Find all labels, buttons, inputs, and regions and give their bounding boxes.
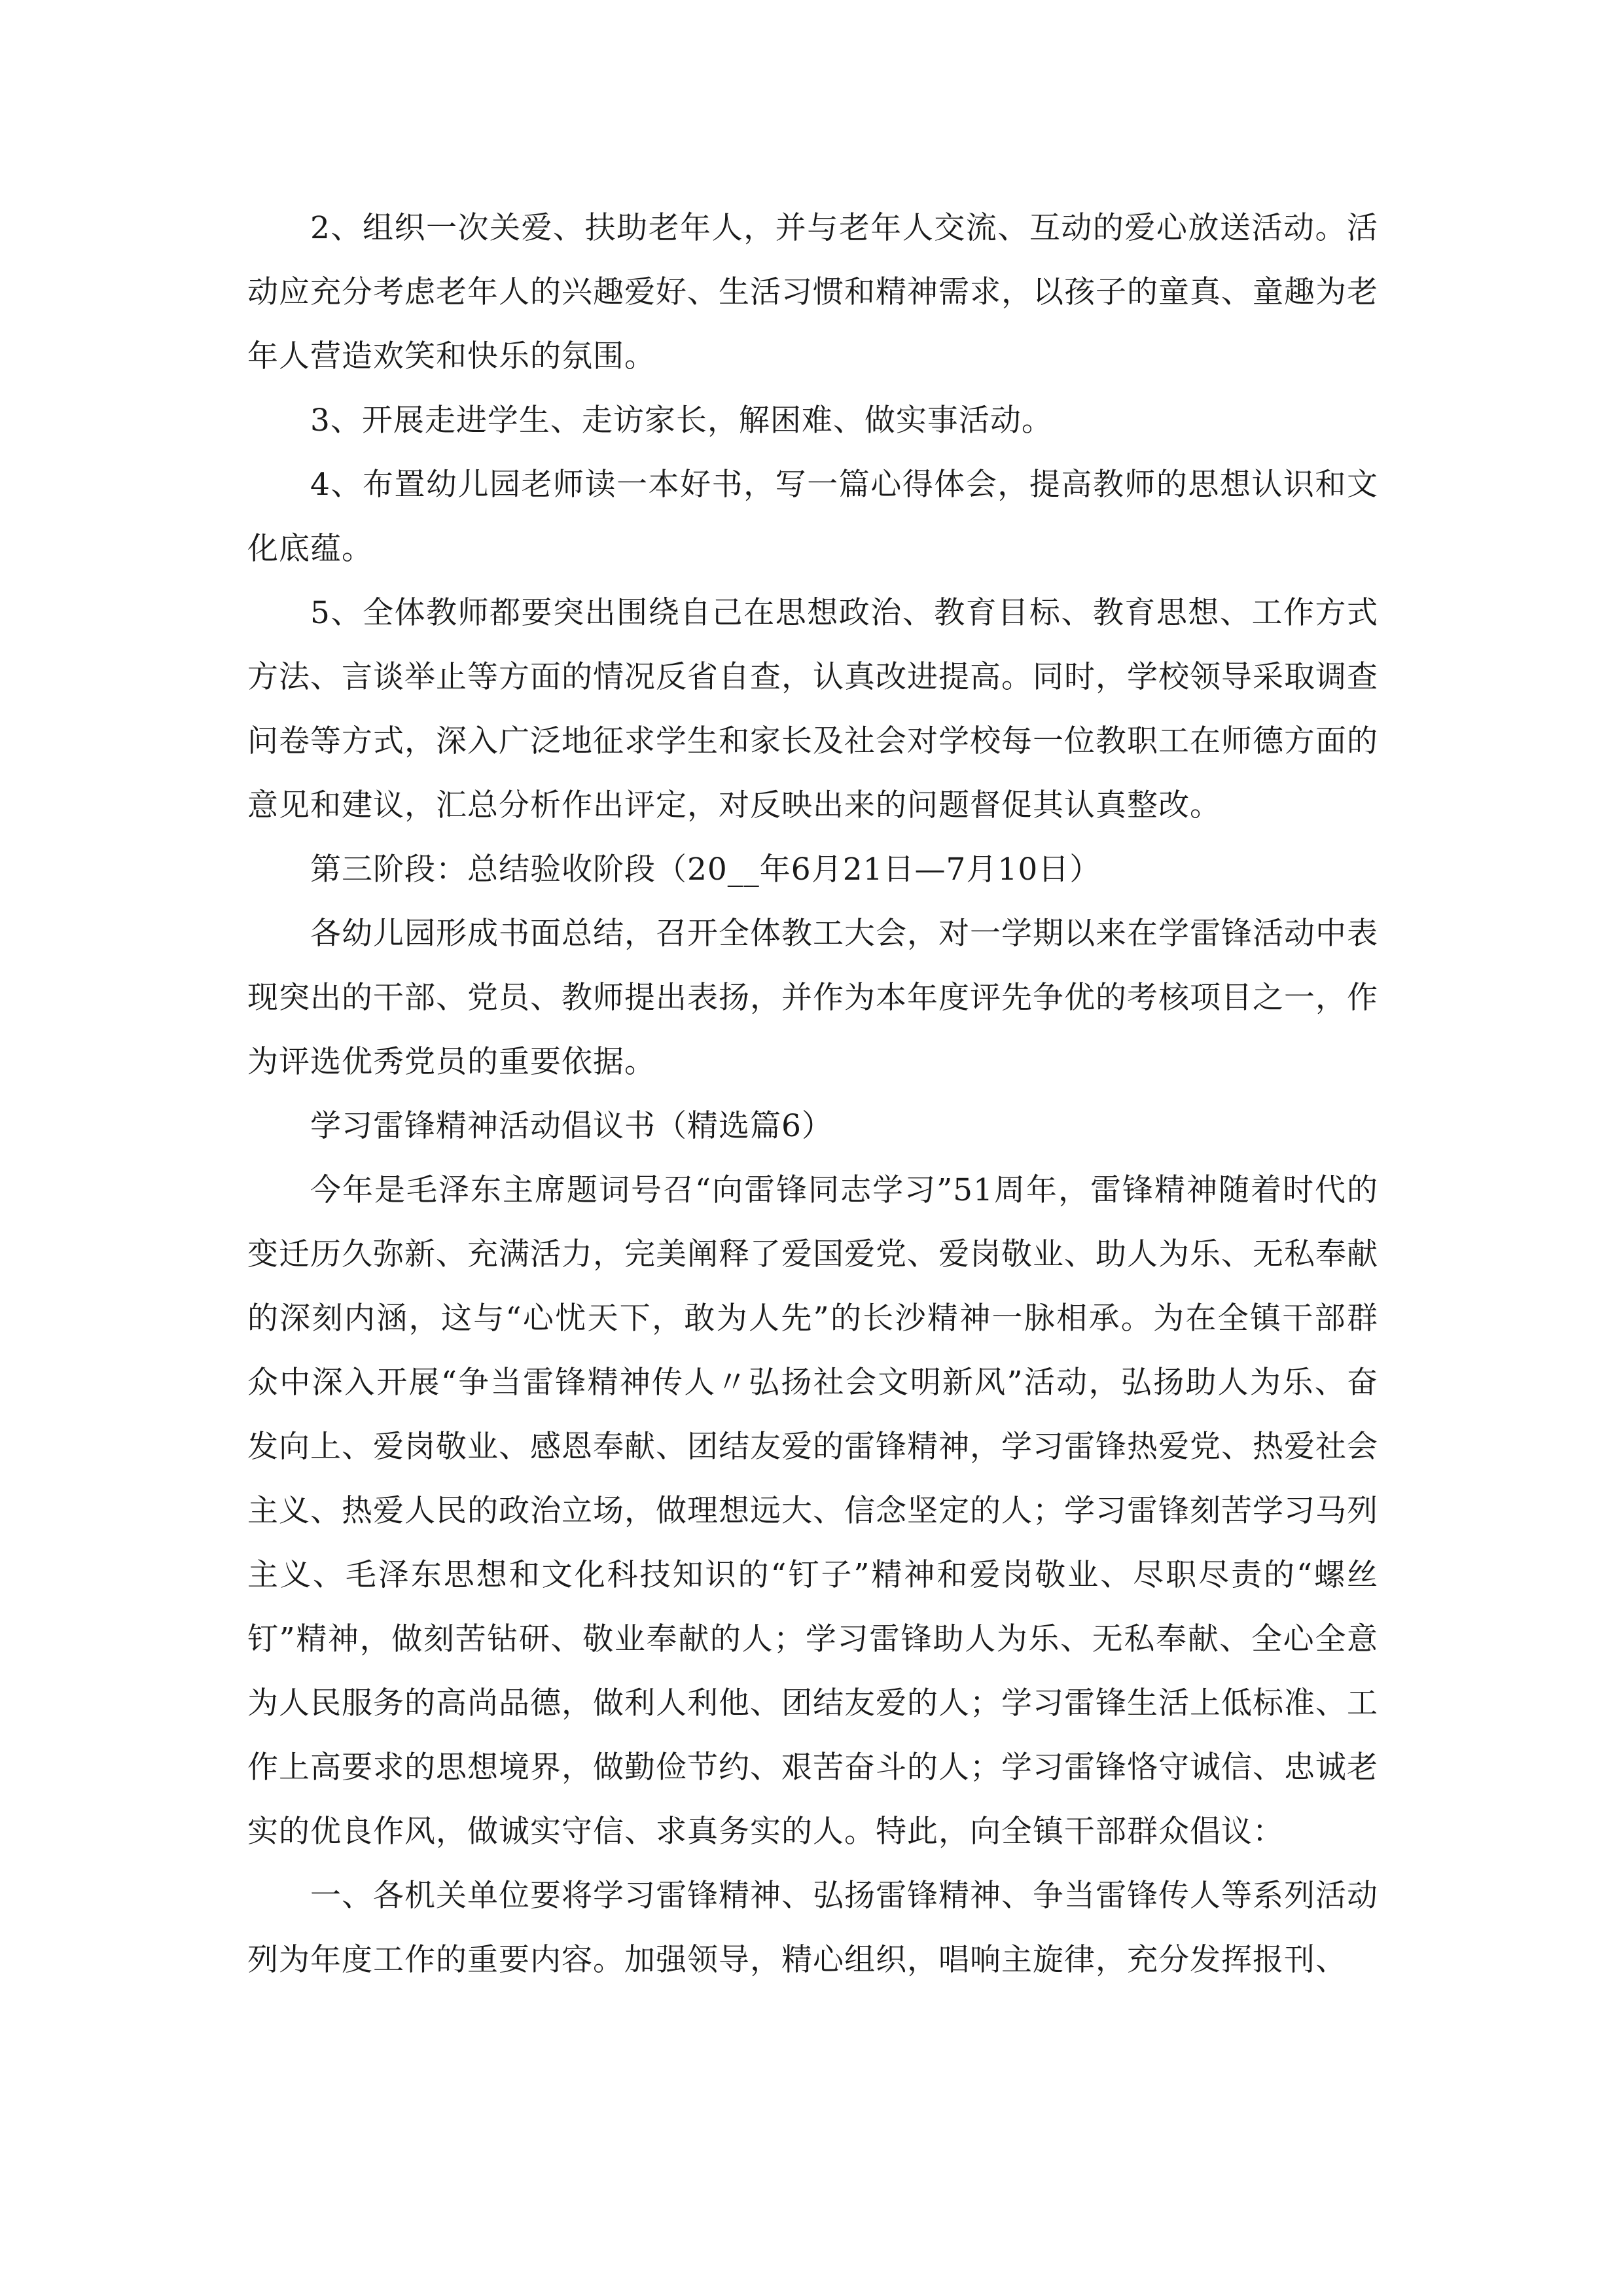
paragraph-item-5: 5、全体教师都要突出围绕自己在思想政治、教育目标、教育思想、工作方式方法、言谈举止等方面的情况反省自查，认真改进提高。同时，学校领导采取调查问卷等方式，深入广泛地征求学生和家长及社会对学校每一位教职工在师德方面的意见和建议，汇总分析作出评定，对反映出来的问题督促其认真整改。 — [247, 595, 1378, 823]
paragraph-item-4: 4、布置幼儿园老师读一本好书，写一篇心得体会，提高教师的思想认识和文化底蕴。 — [247, 467, 1378, 567]
paragraph-item-2: 2、组织一次关爱、扶助老年人，并与老年人交流、互动的爱心放送活动。活动应充分考虑老年人的兴趣爱好、生活习惯和精神需求，以孩子的童真、童趣为老年人营造欢笑和快乐的氛围。 — [247, 210, 1378, 374]
paragraph-item-3: 3、开展走进学生、走访家长，解困难、做实事活动。 — [310, 403, 1053, 439]
section-title: 学习雷锋精神活动倡议书（精选篇6） — [310, 1108, 833, 1144]
phase-three-heading: 第三阶段：总结验收阶段（20__年6月21日—7月10日） — [310, 852, 1101, 888]
initiative-point-one: 一、各机关单位要将学习雷锋精神、弘扬雷锋精神、争当雷锋传人等系列活动列为年度工作的重要内容。加强领导，精心组织，唱响主旋律，充分发挥报刊、 — [247, 1878, 1378, 1978]
initiative-intro: 今年是毛泽东主席题词号召“向雷锋同志学习”51周年，雷锋精神随着时代的变迁历久弥新、充满活力，完美阐释了爱国爱党、爱岗敬业、助人为乐、无私奉献的深刻内涵，这与“心忧天下，敢为人先”的长沙精神一脉相承。为在全镇干部群众中深入开展“争当雷锋精神传人〃弘扬社会文明新风”活动，弘扬助人为乐、奋发向上、爱岗敬业、感恩奉献、团结友爱的雷锋精神，学习雷锋热爱党、热爱社会主义、热爱人民的政治立场，做理想远大、信念坚定的人；学习雷锋刻苦学习马列主义、毛泽东思想和文化科技知识的“钉子”精神和爱岗敬业、尽职尽责的“螺丝钉”精神，做刻苦钻研、敬业奉献的人；学习雷锋助人为乐、无私奉献、全心全意为人民服务的高尚品德，做利人利他、团结友爱的人；学习雷锋生活上低标准、工作上高要求的思想境界，做勤俭节约、艰苦奋斗的人；学习雷锋恪守诚信、忠诚老实的优良作风，做诚实守信、求真务实的人。特此，向全镇干部群众倡议： — [247, 1172, 1378, 1850]
phase-three-summary: 各幼儿园形成书面总结，召开全体教工大会，对一学期以来在学雷锋活动中表现突出的干部、党员、教师提出表扬，并作为本年度评先争优的考核项目之一，作为评选优秀党员的重要依据。 — [247, 916, 1378, 1080]
document-page — [247, 196, 1378, 1992]
